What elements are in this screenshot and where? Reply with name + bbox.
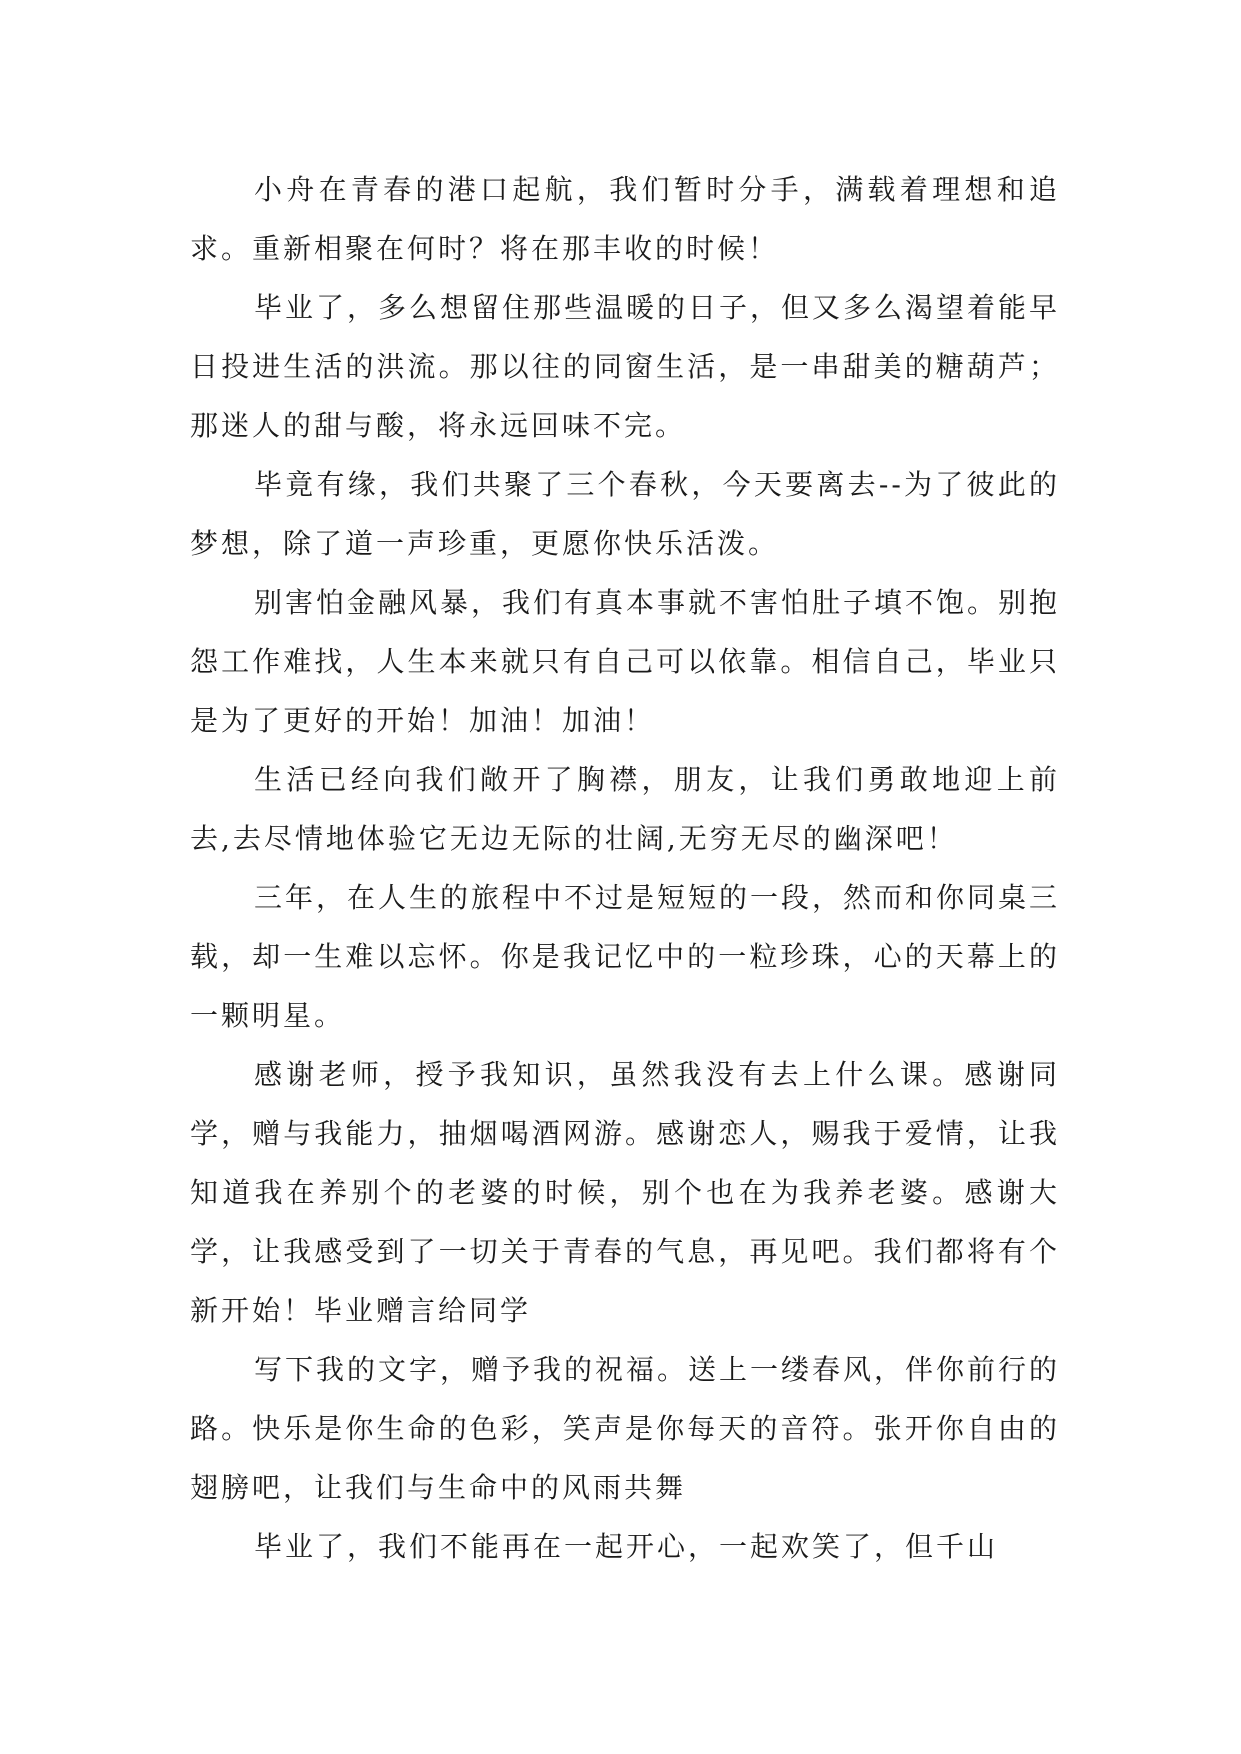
paragraph: 三年，在人生的旅程中不过是短短的一段，然而和你同桌三载，却一生难以忘怀。你是我记忆中的一粒珍珠，心的天幕上的一颗明星。 [190, 881, 1061, 1032]
paragraph: 毕业了，多么想留住那些温暖的日子，但又多么渴望着能早日投进生活的洪流。那以往的同窗生活，是一串甜美的糖葫芦；那迷人的甜与酸，将永远回味不完。 [190, 291, 1061, 442]
paragraph: 别害怕金融风暴，我们有真本事就不害怕肚子填不饱。别抱怨工作难找，人生本来就只有自己可以依靠。相信自己，毕业只是为了更好的开始！加油！加油！ [190, 586, 1061, 737]
paragraph: 毕竟有缘，我们共聚了三个春秋，今天要离去--为了彼此的梦想，除了道一声珍重，更愿你快乐活泼。 [190, 468, 1060, 560]
paragraph: 感谢老师，授予我知识，虽然我没有去上什么课。感谢同学，赠与我能力，抽烟喝酒网游。感谢恋人，赐我于爱情，让我知道我在养别个的老婆的时候，别个也在为我养老婆。感谢大学，让我感受到了一切关于青春的气息，再见吧。我们都将有个新开始！毕业赠言给同学 [190, 1058, 1060, 1327]
paragraph: 毕业了，我们不能再在一起开心，一起欢笑了，但千山 [254, 1530, 999, 1563]
paragraph: 生活已经向我们敞开了胸襟，朋友，让我们勇敢地迎上前去,去尽情地体验它无边无际的壮阔,无穷无尽的幽深吧！ [190, 763, 1060, 855]
paragraph: 小舟在青春的港口起航，我们暂时分手，满载着理想和追求。重新相聚在何时？将在那丰收的时候！ [190, 173, 1060, 265]
paragraph: 写下我的文字，赠予我的祝福。送上一缕春风，伴你前行的路。快乐是你生命的色彩，笑声是你每天的音符。张开你自由的翅膀吧，让我们与生命中的风雨共舞 [190, 1353, 1061, 1504]
document-body [190, 160, 1060, 1576]
